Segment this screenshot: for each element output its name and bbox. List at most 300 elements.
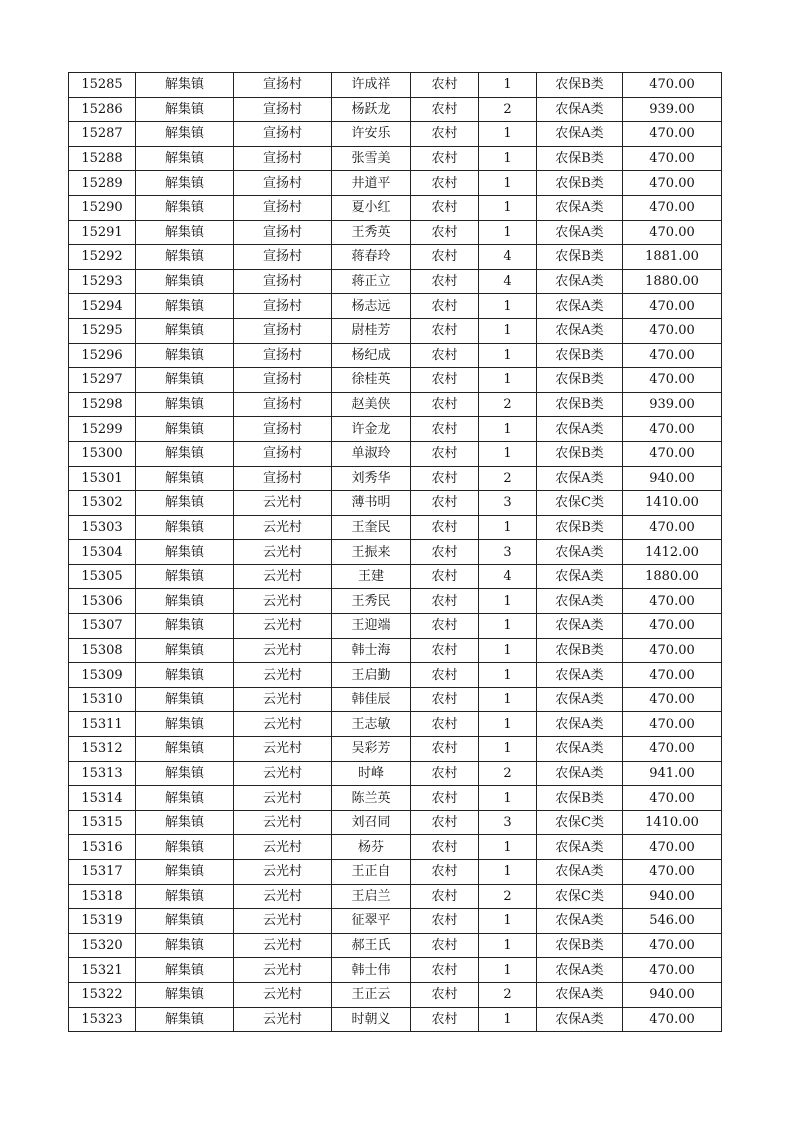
area-type-cell: 农村 [411,933,479,958]
insurance-category-cell: 农保B类 [537,146,623,171]
insurance-category-cell: 农保A类 [537,687,623,712]
area-type-cell: 农村 [411,860,479,885]
household-count-cell: 1 [479,835,537,860]
insurance-category-cell: 农保A类 [537,195,623,220]
household-count-cell: 3 [479,491,537,516]
name-cell: 王秀民 [332,589,411,614]
insurance-category-cell: 农保B类 [537,73,623,98]
household-count-cell: 1 [479,343,537,368]
village-cell: 云光村 [234,638,332,663]
village-cell: 云光村 [234,614,332,639]
village-cell: 云光村 [234,958,332,983]
village-cell: 宣扬村 [234,466,332,491]
area-type-cell: 农村 [411,146,479,171]
name-cell: 王启勤 [332,663,411,688]
amount-cell: 940.00 [623,884,722,909]
table-row [69,737,722,762]
record-id-cell: 15290 [69,195,136,220]
record-id-cell: 15289 [69,171,136,196]
town-cell: 解集镇 [136,318,234,343]
household-count-cell: 4 [479,269,537,294]
area-type-cell: 农村 [411,614,479,639]
area-type-cell: 农村 [411,368,479,393]
area-type-cell: 农村 [411,638,479,663]
area-type-cell: 农村 [411,958,479,983]
household-count-cell: 1 [479,712,537,737]
name-cell: 吴彩芳 [332,737,411,762]
town-cell: 解集镇 [136,687,234,712]
insurance-category-cell: 农保A类 [537,761,623,786]
town-cell: 解集镇 [136,515,234,540]
village-cell: 云光村 [234,589,332,614]
name-cell: 韩佳辰 [332,687,411,712]
insurance-category-cell: 农保A类 [537,614,623,639]
village-cell: 云光村 [234,687,332,712]
insurance-category-cell: 农保B类 [537,515,623,540]
area-type-cell: 农村 [411,245,479,270]
town-cell: 解集镇 [136,909,234,934]
town-cell: 解集镇 [136,884,234,909]
household-count-cell: 1 [479,417,537,442]
town-cell: 解集镇 [136,491,234,516]
village-cell: 宣扬村 [234,368,332,393]
amount-cell: 470.00 [623,1007,722,1032]
name-cell: 薄书明 [332,491,411,516]
household-count-cell: 3 [479,540,537,565]
town-cell: 解集镇 [136,122,234,147]
record-id-cell: 15308 [69,638,136,663]
town-cell: 解集镇 [136,933,234,958]
town-cell: 解集镇 [136,564,234,589]
village-cell: 云光村 [234,737,332,762]
table-row [69,761,722,786]
name-cell: 刘召同 [332,810,411,835]
household-count-cell: 1 [479,687,537,712]
name-cell: 尉桂芳 [332,318,411,343]
amount-cell: 470.00 [623,318,722,343]
name-cell: 韩士伟 [332,958,411,983]
table-row [69,245,722,270]
insurance-category-cell: 农保A类 [537,564,623,589]
insurance-category-cell: 农保B类 [537,638,623,663]
amount-cell: 939.00 [623,392,722,417]
amount-cell: 470.00 [623,343,722,368]
table-row [69,220,722,245]
village-cell: 宣扬村 [234,343,332,368]
table-row [69,491,722,516]
name-cell: 张雪美 [332,146,411,171]
town-cell: 解集镇 [136,737,234,762]
name-cell: 王秀英 [332,220,411,245]
area-type-cell: 农村 [411,466,479,491]
table-row [69,441,722,466]
record-id-cell: 15310 [69,687,136,712]
name-cell: 杨纪成 [332,343,411,368]
amount-cell: 470.00 [623,417,722,442]
table-row [69,515,722,540]
table-row [69,146,722,171]
area-type-cell: 农村 [411,491,479,516]
town-cell: 解集镇 [136,220,234,245]
record-id-cell: 15298 [69,392,136,417]
insurance-category-cell: 农保A类 [537,466,623,491]
insurance-category-cell: 农保B类 [537,933,623,958]
record-id-cell: 15313 [69,761,136,786]
town-cell: 解集镇 [136,982,234,1007]
record-id-cell: 15320 [69,933,136,958]
record-id-cell: 15295 [69,318,136,343]
household-count-cell: 1 [479,318,537,343]
table-row [69,663,722,688]
town-cell: 解集镇 [136,761,234,786]
area-type-cell: 农村 [411,294,479,319]
insurance-category-cell: 农保B类 [537,786,623,811]
name-cell: 井道平 [332,171,411,196]
town-cell: 解集镇 [136,441,234,466]
table-row [69,786,722,811]
name-cell: 韩士海 [332,638,411,663]
table-row [69,294,722,319]
household-count-cell: 1 [479,195,537,220]
insurance-category-cell: 农保B类 [537,368,623,393]
amount-cell: 470.00 [623,860,722,885]
record-id-cell: 15293 [69,269,136,294]
name-cell: 许金龙 [332,417,411,442]
record-id-cell: 15318 [69,884,136,909]
household-count-cell: 2 [479,392,537,417]
area-type-cell: 农村 [411,97,479,122]
village-cell: 宣扬村 [234,294,332,319]
table-row [69,958,722,983]
record-id-cell: 15319 [69,909,136,934]
record-id-cell: 15294 [69,294,136,319]
town-cell: 解集镇 [136,589,234,614]
town-cell: 解集镇 [136,146,234,171]
name-cell: 杨芬 [332,835,411,860]
village-cell: 云光村 [234,515,332,540]
village-cell: 宣扬村 [234,392,332,417]
table-row [69,122,722,147]
area-type-cell: 农村 [411,343,479,368]
insurance-category-cell: 农保A类 [537,835,623,860]
table-row [69,368,722,393]
household-count-cell: 2 [479,97,537,122]
insurance-category-cell: 农保A类 [537,958,623,983]
amount-cell: 941.00 [623,761,722,786]
table-row [69,835,722,860]
area-type-cell: 农村 [411,540,479,565]
town-cell: 解集镇 [136,835,234,860]
area-type-cell: 农村 [411,195,479,220]
area-type-cell: 农村 [411,687,479,712]
name-cell: 单淑玲 [332,441,411,466]
area-type-cell: 农村 [411,884,479,909]
area-type-cell: 农村 [411,810,479,835]
amount-cell: 470.00 [623,933,722,958]
amount-cell: 470.00 [623,589,722,614]
amount-cell: 470.00 [623,663,722,688]
amount-cell: 939.00 [623,97,722,122]
village-cell: 宣扬村 [234,318,332,343]
amount-cell: 470.00 [623,614,722,639]
amount-cell: 470.00 [623,368,722,393]
town-cell: 解集镇 [136,810,234,835]
village-cell: 云光村 [234,663,332,688]
insurance-category-cell: 农保B类 [537,171,623,196]
village-cell: 宣扬村 [234,195,332,220]
village-cell: 云光村 [234,982,332,1007]
table-row [69,982,722,1007]
town-cell: 解集镇 [136,171,234,196]
insurance-category-cell: 农保A类 [537,540,623,565]
village-cell: 宣扬村 [234,73,332,98]
table-row [69,638,722,663]
area-type-cell: 农村 [411,589,479,614]
insurance-category-cell: 农保B类 [537,392,623,417]
name-cell: 王正云 [332,982,411,1007]
name-cell: 蒋正立 [332,269,411,294]
household-count-cell: 1 [479,146,537,171]
table-row [69,269,722,294]
table-row [69,933,722,958]
name-cell: 王启兰 [332,884,411,909]
name-cell: 王志敏 [332,712,411,737]
insurance-category-cell: 农保A类 [537,417,623,442]
area-type-cell: 农村 [411,392,479,417]
table-row [69,860,722,885]
area-type-cell: 农村 [411,1007,479,1032]
record-id-cell: 15292 [69,245,136,270]
insurance-category-cell: 农保B类 [537,441,623,466]
town-cell: 解集镇 [136,1007,234,1032]
household-count-cell: 1 [479,73,537,98]
town-cell: 解集镇 [136,195,234,220]
amount-cell: 1880.00 [623,564,722,589]
area-type-cell: 农村 [411,441,479,466]
amount-cell: 470.00 [623,220,722,245]
household-count-cell: 1 [479,171,537,196]
household-count-cell: 2 [479,761,537,786]
household-count-cell: 3 [479,810,537,835]
amount-cell: 470.00 [623,737,722,762]
household-count-cell: 2 [479,466,537,491]
record-id-cell: 15301 [69,466,136,491]
record-id-cell: 15288 [69,146,136,171]
amount-cell: 1881.00 [623,245,722,270]
town-cell: 解集镇 [136,417,234,442]
household-count-cell: 1 [479,933,537,958]
town-cell: 解集镇 [136,466,234,491]
insurance-category-cell: 农保A类 [537,982,623,1007]
name-cell: 征翠平 [332,909,411,934]
insurance-category-cell: 农保A类 [537,220,623,245]
record-id-cell: 15302 [69,491,136,516]
insurance-category-cell: 农保A类 [537,269,623,294]
table-row [69,417,722,442]
town-cell: 解集镇 [136,343,234,368]
area-type-cell: 农村 [411,564,479,589]
name-cell: 王奎民 [332,515,411,540]
table-row [69,343,722,368]
insurance-category-cell: 农保A类 [537,737,623,762]
table-row [69,909,722,934]
household-count-cell: 4 [479,564,537,589]
area-type-cell: 农村 [411,835,479,860]
amount-cell: 940.00 [623,466,722,491]
name-cell: 时朝义 [332,1007,411,1032]
name-cell: 徐桂英 [332,368,411,393]
amount-cell: 470.00 [623,687,722,712]
household-count-cell: 1 [479,638,537,663]
village-cell: 宣扬村 [234,269,332,294]
record-id-cell: 15299 [69,417,136,442]
insurance-category-cell: 农保B类 [537,245,623,270]
table-body [69,73,722,1032]
area-type-cell: 农村 [411,737,479,762]
village-cell: 云光村 [234,564,332,589]
table-row [69,810,722,835]
amount-cell: 470.00 [623,638,722,663]
household-count-cell: 1 [479,1007,537,1032]
amount-cell: 470.00 [623,122,722,147]
amount-cell: 470.00 [623,73,722,98]
village-cell: 云光村 [234,860,332,885]
insurance-category-cell: 农保A类 [537,909,623,934]
table-row [69,97,722,122]
household-count-cell: 1 [479,515,537,540]
record-id-cell: 15309 [69,663,136,688]
area-type-cell: 农村 [411,417,479,442]
household-count-cell: 1 [479,663,537,688]
area-type-cell: 农村 [411,73,479,98]
amount-cell: 1410.00 [623,810,722,835]
table-row [69,318,722,343]
town-cell: 解集镇 [136,368,234,393]
record-id-cell: 15315 [69,810,136,835]
record-id-cell: 15291 [69,220,136,245]
area-type-cell: 农村 [411,171,479,196]
household-count-cell: 1 [479,122,537,147]
record-id-cell: 15304 [69,540,136,565]
table-row [69,73,722,98]
area-type-cell: 农村 [411,122,479,147]
name-cell: 刘秀华 [332,466,411,491]
village-cell: 云光村 [234,712,332,737]
record-id-cell: 15321 [69,958,136,983]
village-cell: 宣扬村 [234,441,332,466]
village-cell: 云光村 [234,884,332,909]
table-row [69,712,722,737]
record-id-cell: 15286 [69,97,136,122]
record-id-cell: 15305 [69,564,136,589]
record-id-cell: 15300 [69,441,136,466]
amount-cell: 470.00 [623,515,722,540]
town-cell: 解集镇 [136,97,234,122]
insurance-category-cell: 农保A类 [537,122,623,147]
amount-cell: 546.00 [623,909,722,934]
town-cell: 解集镇 [136,392,234,417]
village-cell: 云光村 [234,540,332,565]
village-cell: 宣扬村 [234,97,332,122]
area-type-cell: 农村 [411,515,479,540]
amount-cell: 470.00 [623,146,722,171]
area-type-cell: 农村 [411,909,479,934]
village-cell: 云光村 [234,933,332,958]
name-cell: 许成祥 [332,73,411,98]
village-cell: 宣扬村 [234,122,332,147]
name-cell: 赵美侠 [332,392,411,417]
amount-cell: 470.00 [623,195,722,220]
name-cell: 王迎端 [332,614,411,639]
record-id-cell: 15322 [69,982,136,1007]
amount-cell: 470.00 [623,712,722,737]
insurance-category-cell: 农保A类 [537,712,623,737]
amount-cell: 1412.00 [623,540,722,565]
amount-cell: 470.00 [623,958,722,983]
table-row [69,564,722,589]
village-cell: 云光村 [234,786,332,811]
insurance-category-cell: 农保C类 [537,810,623,835]
household-count-cell: 1 [479,441,537,466]
village-cell: 宣扬村 [234,146,332,171]
town-cell: 解集镇 [136,663,234,688]
insurance-category-cell: 农保C类 [537,884,623,909]
name-cell: 杨志远 [332,294,411,319]
household-count-cell: 2 [479,982,537,1007]
household-count-cell: 1 [479,368,537,393]
village-cell: 云光村 [234,1007,332,1032]
record-id-cell: 15285 [69,73,136,98]
amount-cell: 1880.00 [623,269,722,294]
town-cell: 解集镇 [136,540,234,565]
insurance-category-cell: 农保A类 [537,97,623,122]
table-row [69,1007,722,1032]
village-cell: 云光村 [234,835,332,860]
table-row [69,195,722,220]
area-type-cell: 农村 [411,220,479,245]
insurance-category-cell: 农保A类 [537,318,623,343]
village-cell: 云光村 [234,810,332,835]
area-type-cell: 农村 [411,786,479,811]
village-cell: 云光村 [234,909,332,934]
village-cell: 宣扬村 [234,417,332,442]
household-count-cell: 1 [479,737,537,762]
area-type-cell: 农村 [411,761,479,786]
town-cell: 解集镇 [136,73,234,98]
table-row [69,171,722,196]
household-count-cell: 1 [479,860,537,885]
table-row [69,466,722,491]
village-cell: 宣扬村 [234,245,332,270]
record-id-cell: 15307 [69,614,136,639]
record-id-cell: 15314 [69,786,136,811]
town-cell: 解集镇 [136,638,234,663]
record-id-cell: 15297 [69,368,136,393]
household-count-cell: 1 [479,294,537,319]
amount-cell: 1410.00 [623,491,722,516]
insurance-category-cell: 农保A类 [537,663,623,688]
data-table [68,72,722,1032]
record-id-cell: 15323 [69,1007,136,1032]
amount-cell: 940.00 [623,982,722,1007]
table-row [69,614,722,639]
amount-cell: 470.00 [623,294,722,319]
insurance-category-cell: 农保A类 [537,294,623,319]
town-cell: 解集镇 [136,614,234,639]
name-cell: 王正自 [332,860,411,885]
household-count-cell: 1 [479,220,537,245]
area-type-cell: 农村 [411,269,479,294]
